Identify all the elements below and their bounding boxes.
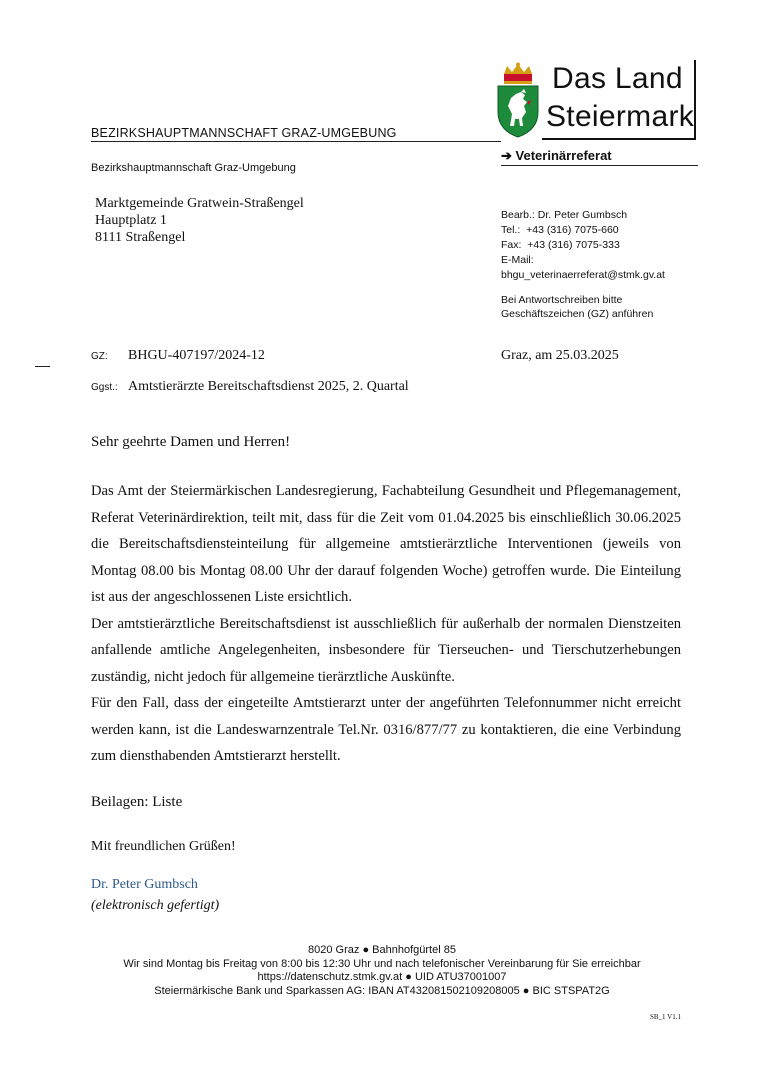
department-divider	[501, 165, 698, 166]
email-address: bhgu_veterinaerreferat@stmk.gv.at	[501, 269, 665, 281]
department-name: Veterinärreferat	[515, 148, 612, 163]
letter-date: Graz, am 25.03.2025	[501, 348, 619, 363]
recipient-city: 8111 Straßengel	[95, 230, 186, 245]
footer-address: 8020 Graz ● Bahnhofgürtel 85	[308, 944, 456, 956]
footer-hours: Wir sind Montag bis Freitag von 8:00 bis 12:30 Uhr und nach telefonischer Vereinbarung für Sie erreichbar	[123, 957, 641, 970]
handler-line: Bearb.: Dr. Peter Gumbsch	[501, 209, 628, 221]
contact-block	[501, 208, 665, 283]
fold-mark	[35, 366, 50, 367]
reply-instruction-line1: Bei Antwortschreiben bitte	[501, 294, 623, 306]
phone-line: Tel.: +43 (316) 7075-660	[501, 224, 619, 236]
styria-logo	[496, 60, 701, 140]
body-paragraph-3: Für den Fall, dass der eingeteilte Amtstierarzt unter der angeführten Telefonnummer nicht erreicht werden kann, ist die Landeswarnzentrale Tel.Nr. 0316/877/77 zu kontaktieren, die eine Verbindung zum diensthabenden Amtstierarzt herstellt.	[91, 695, 681, 764]
attachments-line: Beilagen: Liste	[91, 794, 183, 810]
salutation: Sehr geehrte Damen und Herren!	[91, 434, 291, 450]
reference-number: BHGU-407197/2024-12	[128, 348, 265, 363]
styria-coat-of-arms-icon	[496, 62, 540, 138]
logo-text-steiermark: Steiermark	[546, 100, 695, 133]
logo-text-das-land: Das Land	[552, 62, 683, 95]
arrow-right-icon: ➔	[501, 148, 512, 163]
signer-name: Dr. Peter Gumbsch	[91, 877, 198, 892]
recipient-address	[95, 195, 304, 246]
reply-instruction	[501, 293, 653, 321]
organization-header: BEZIRKSHAUPTMANNSCHAFT GRAZ-UMGEBUNG	[91, 126, 397, 140]
subject-label: Ggst.:	[91, 382, 118, 393]
reply-instruction-line2: Geschäftszeichen (GZ) anführen	[501, 308, 654, 320]
header-divider	[91, 141, 501, 142]
body-paragraph-2: Der amtstierärztliche Bereitschaftsdienst ist ausschließlich für außerhalb der normalen Dienstzeiten anfallende amtliche Angelegenheiten, insbesondere für Tierseuchen- und Tierschutzerhebungen zuständig, nicht jedoch für allgemeine tierärztliche Auskünfte.	[91, 615, 681, 685]
body-paragraph-1: Das Amt der Steiermärkischen Landesregierung, Fachabteilung Gesundheit und Pflegemanagement, Referat Veterinärdirektion, teilt mit, dass für die Zeit vom 01.04.2025 bis einschließlich 30.06.2025 die Bereitschaftsdiensteinteilung für allgemeine amtstierärztliche Interventionen (jeweils von Montag 08.00 bis Montag 08.00 Uhr der darauf folgenden Woche) getroffen wurde. Die Einteilung ist aus der angeschlossenen Liste ersichtlich.	[91, 483, 681, 605]
fax-line: Fax: +43 (316) 7075-333	[501, 239, 620, 251]
subject-text: Amtstierärzte Bereitschaftsdienst 2025, 2. Quartal	[128, 379, 409, 394]
signature-note: (elektronisch gefertigt)	[91, 898, 220, 913]
closing-greeting: Mit freundlichen Grüßen!	[91, 839, 236, 854]
footer-web-uid: https://datenschutz.stmk.gv.at ● UID ATU37001007	[257, 971, 507, 983]
email-label: E-Mail:	[501, 254, 534, 266]
page-footer	[0, 944, 764, 998]
department-label	[501, 148, 612, 164]
footer-bank: Steiermärkische Bank und Sparkassen AG: IBAN AT432081502109208005 ● BIC STSPAT2G	[154, 984, 610, 997]
reference-number-label: GZ:	[91, 351, 108, 362]
recipient-name: Marktgemeinde Gratwein-Straßengel	[95, 196, 304, 211]
form-version-code: SB_1 V1.1	[650, 1013, 681, 1021]
sender-address-line: Bezirkshauptmannschaft Graz-Umgebung	[91, 162, 296, 174]
recipient-street: Hauptplatz 1	[95, 213, 167, 228]
letter-body	[91, 478, 681, 770]
